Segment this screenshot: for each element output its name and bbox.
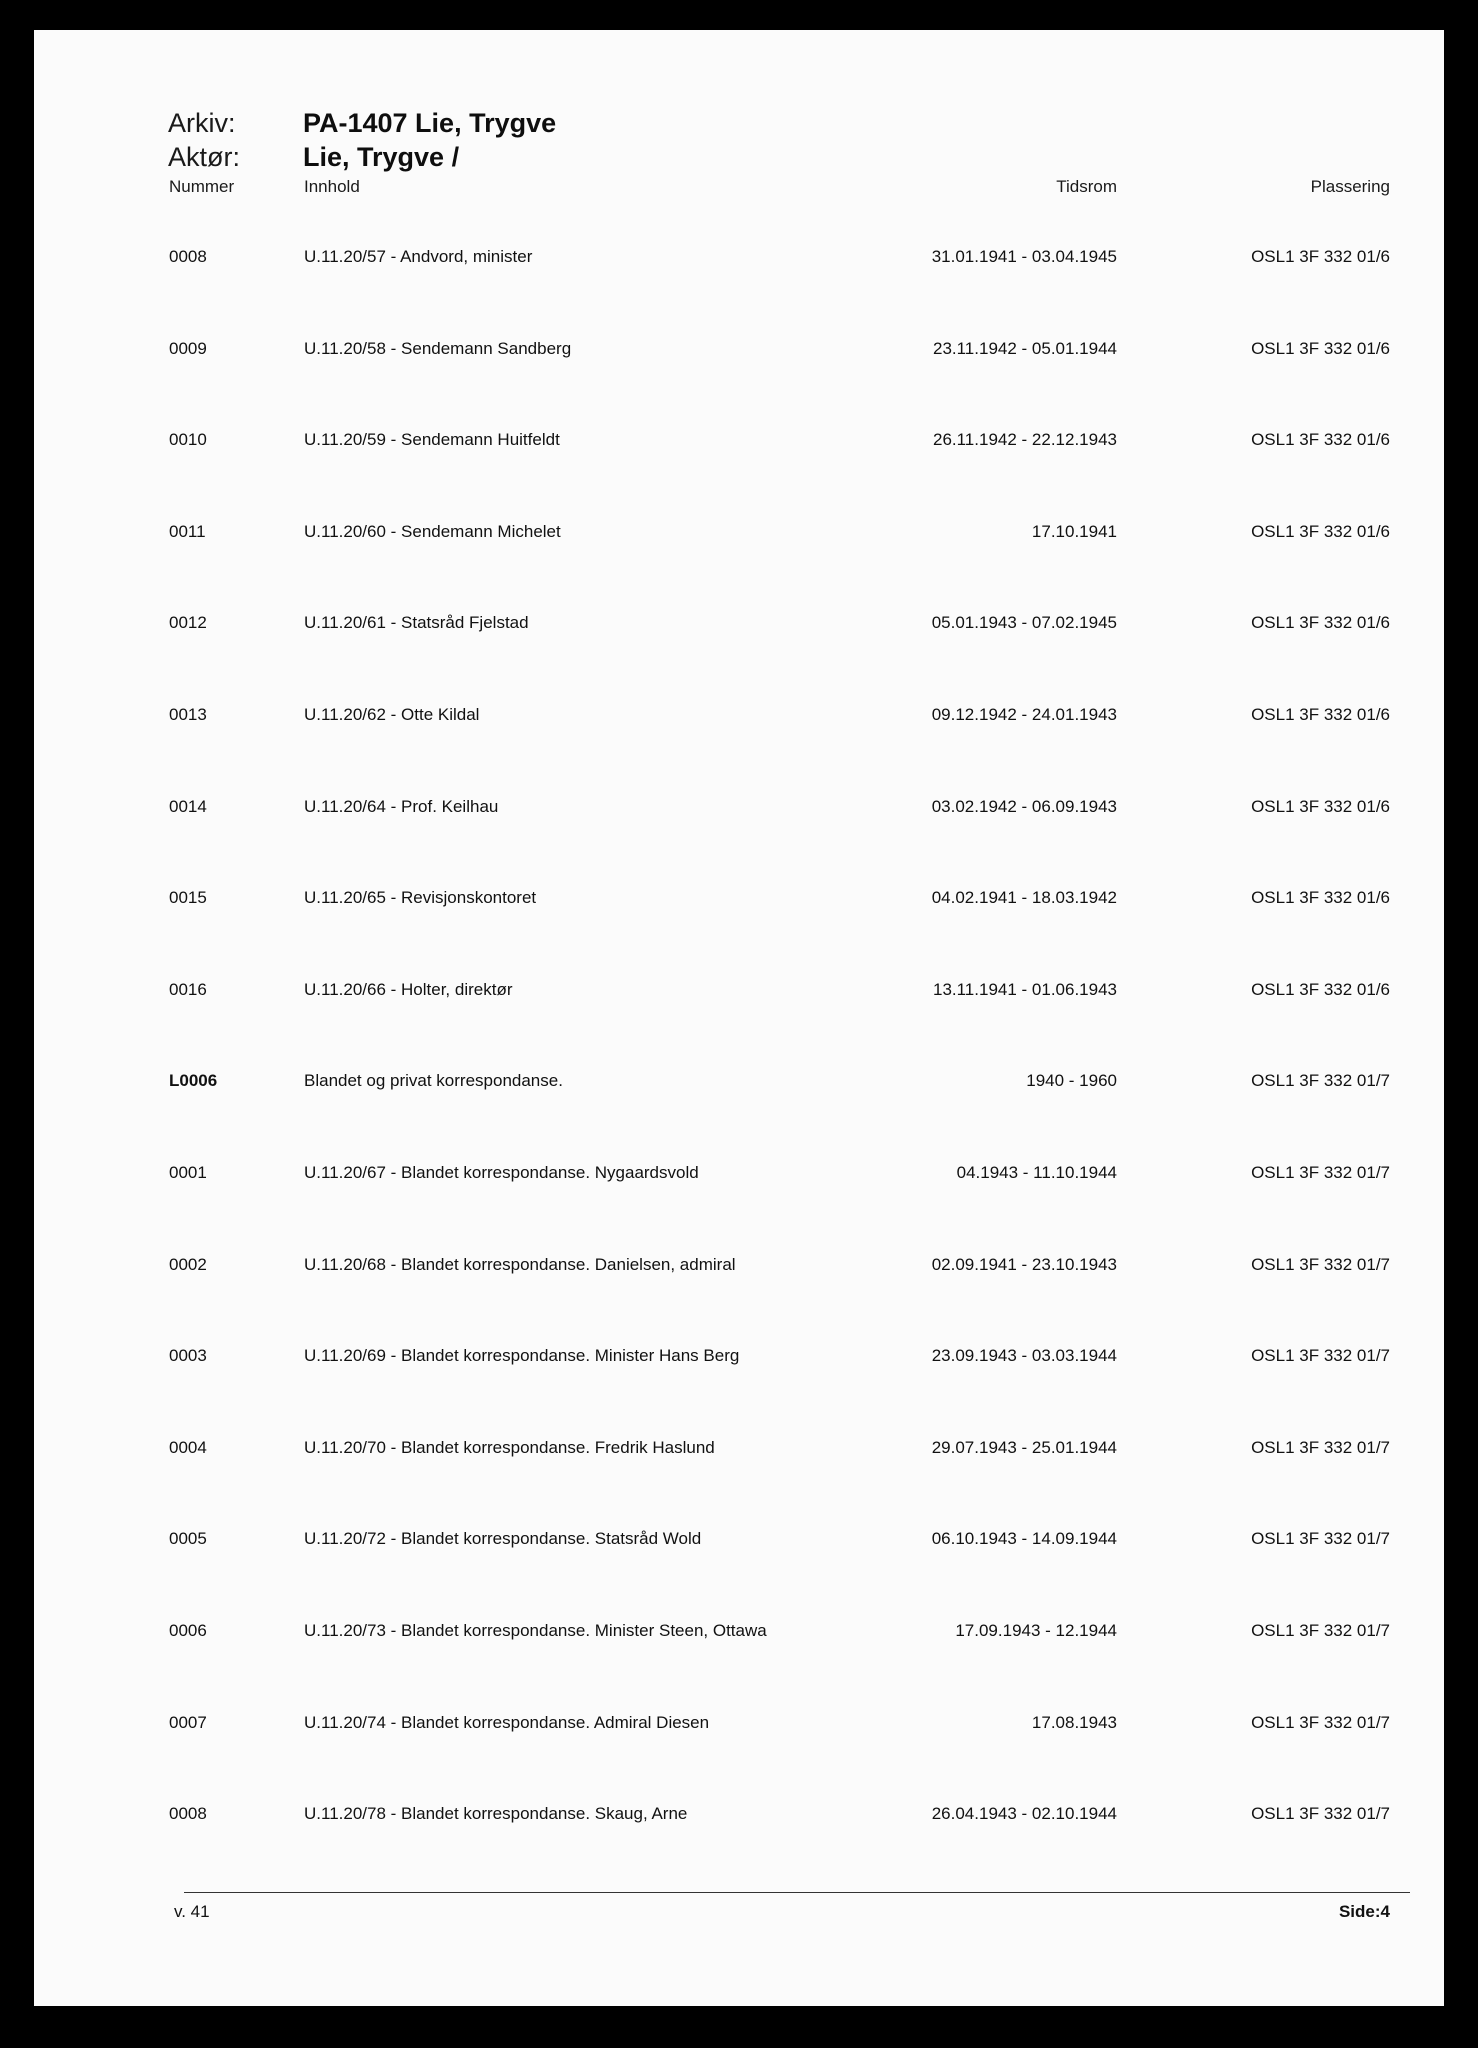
row-innhold: U.11.20/74 - Blandet korrespondanse. Admiral Diesen [304,1713,710,1732]
footer-version: v. 41 [174,1902,210,1921]
row-innhold: U.11.20/69 - Blandet korrespondanse. Minister Hans Berg [304,1346,740,1365]
row-plassering: OSL1 3F 332 01/6 [1251,247,1390,266]
row-nummer: 0004 [169,1438,207,1457]
table-row [34,1621,1444,1645]
row-plassering: OSL1 3F 332 01/6 [1251,339,1390,358]
row-nummer: 0016 [169,980,207,999]
table-row [34,1163,1444,1187]
row-innhold: U.11.20/57 - Andvord, minister [304,247,533,266]
row-plassering: OSL1 3F 332 01/7 [1251,1163,1390,1182]
row-tidsrom: 29.07.1943 - 25.01.1944 [931,1438,1117,1457]
row-innhold: U.11.20/58 - Sendemann Sandberg [304,339,572,358]
row-nummer: 0012 [169,613,207,632]
row-nummer: 0003 [169,1346,207,1365]
row-nummer: 0013 [169,705,207,724]
row-plassering: OSL1 3F 332 01/7 [1251,1621,1390,1640]
row-tidsrom: 1940 - 1960 [1026,1071,1117,1090]
row-tidsrom: 17.09.1943 - 12.1944 [955,1621,1117,1640]
document-page [34,30,1444,2006]
table-row [34,522,1444,546]
table-row [34,980,1444,1004]
row-nummer: 0001 [169,1163,207,1182]
row-tidsrom: 05.01.1943 - 07.02.1945 [931,613,1117,632]
row-tidsrom: 31.01.1941 - 03.04.1945 [931,247,1117,266]
row-plassering: OSL1 3F 332 01/6 [1251,705,1390,724]
column-header-plassering: Plassering [1310,177,1390,196]
row-nummer: 0007 [169,1713,207,1732]
table-row [34,705,1444,729]
row-innhold: U.11.20/59 - Sendemann Huitfeldt [304,430,560,449]
row-nummer: 0008 [169,247,207,266]
row-plassering: OSL1 3F 332 01/7 [1251,1529,1390,1548]
row-tidsrom: 23.09.1943 - 03.03.1944 [931,1346,1117,1365]
table-row [34,1804,1444,1828]
table-row [34,888,1444,912]
table-row [34,1071,1444,1095]
row-tidsrom: 17.10.1941 [1031,522,1117,541]
row-tidsrom: 06.10.1943 - 14.09.1944 [931,1529,1117,1548]
row-nummer: 0005 [169,1529,207,1548]
table-row [34,430,1444,454]
row-plassering: OSL1 3F 332 01/7 [1251,1804,1390,1823]
row-innhold: U.11.20/66 - Holter, direktør [304,980,513,999]
row-nummer: L0006 [169,1071,218,1090]
row-plassering: OSL1 3F 332 01/7 [1251,1438,1390,1457]
row-nummer: 0010 [169,430,207,449]
row-innhold: U.11.20/73 - Blandet korrespondanse. Minister Steen, Ottawa [304,1621,767,1640]
footer-page-number: Side:4 [1338,1902,1390,1921]
row-nummer: 0015 [169,888,207,907]
table-row [34,1438,1444,1462]
row-innhold: U.11.20/65 - Revisjonskontoret [304,888,537,907]
row-plassering: OSL1 3F 332 01/7 [1251,1071,1390,1090]
row-tidsrom: 17.08.1943 [1031,1713,1117,1732]
table-row [34,247,1444,271]
column-header-tidsrom: Tidsrom [1056,177,1117,196]
row-plassering: OSL1 3F 332 01/7 [1251,1346,1390,1365]
row-innhold: U.11.20/62 - Otte Kildal [304,705,480,724]
row-plassering: OSL1 3F 332 01/6 [1251,888,1390,907]
row-tidsrom: 02.09.1941 - 23.10.1943 [931,1255,1117,1274]
row-nummer: 0011 [169,522,206,541]
column-header-nummer: Nummer [169,177,235,196]
arkiv-value: PA-1407 Lie, Trygve [303,108,557,138]
row-innhold: U.11.20/72 - Blandet korrespondanse. Statsråd Wold [304,1529,702,1548]
row-innhold: U.11.20/70 - Blandet korrespondanse. Fredrik Haslund [304,1438,715,1457]
column-header-innhold: Innhold [304,177,360,196]
row-nummer: 0002 [169,1255,207,1274]
row-tidsrom: 09.12.1942 - 24.01.1943 [931,705,1117,724]
arkiv-label: Arkiv: [168,108,236,138]
row-innhold: U.11.20/61 - Statsråd Fjelstad [304,613,529,632]
row-nummer: 0014 [169,797,207,816]
row-innhold: U.11.20/68 - Blandet korrespondanse. Danielsen, admiral [304,1255,736,1274]
row-innhold: U.11.20/60 - Sendemann Michelet [304,522,561,541]
row-nummer: 0009 [169,339,207,358]
table-row [34,797,1444,821]
row-tidsrom: 23.11.1942 - 05.01.1944 [932,339,1117,358]
row-plassering: OSL1 3F 332 01/6 [1251,430,1390,449]
aktor-label: Aktør: [168,142,240,172]
row-tidsrom: 26.04.1943 - 02.10.1944 [931,1804,1117,1823]
row-plassering: OSL1 3F 332 01/6 [1251,797,1390,816]
table-row [34,1529,1444,1553]
row-plassering: OSL1 3F 332 01/6 [1251,613,1390,632]
row-plassering: OSL1 3F 332 01/6 [1251,980,1390,999]
row-tidsrom: 26.11.1942 - 22.12.1943 [932,430,1117,449]
row-innhold: U.11.20/67 - Blandet korrespondanse. Nygaardsvold [304,1163,699,1182]
table-row [34,613,1444,637]
table-row [34,1713,1444,1737]
table-row [34,339,1444,363]
row-nummer: 0006 [169,1621,207,1640]
row-innhold: Blandet og privat korrespondanse. [304,1071,563,1090]
row-plassering: OSL1 3F 332 01/7 [1251,1255,1390,1274]
row-tidsrom: 04.1943 - 11.10.1944 [956,1163,1117,1182]
row-plassering: OSL1 3F 332 01/6 [1251,522,1390,541]
table-row [34,1255,1444,1279]
row-tidsrom: 03.02.1942 - 06.09.1943 [931,797,1117,816]
row-innhold: U.11.20/78 - Blandet korrespondanse. Skaug, Arne [304,1804,688,1823]
table-row [34,1346,1444,1370]
row-innhold: U.11.20/64 - Prof. Keilhau [304,797,499,816]
row-tidsrom: 13.11.1941 - 01.06.1943 [932,980,1117,999]
aktor-value: Lie, Trygve / [303,142,460,172]
row-plassering: OSL1 3F 332 01/7 [1251,1713,1390,1732]
footer-divider [184,1892,1410,1893]
row-nummer: 0008 [169,1804,207,1823]
row-tidsrom: 04.02.1941 - 18.03.1942 [931,888,1117,907]
